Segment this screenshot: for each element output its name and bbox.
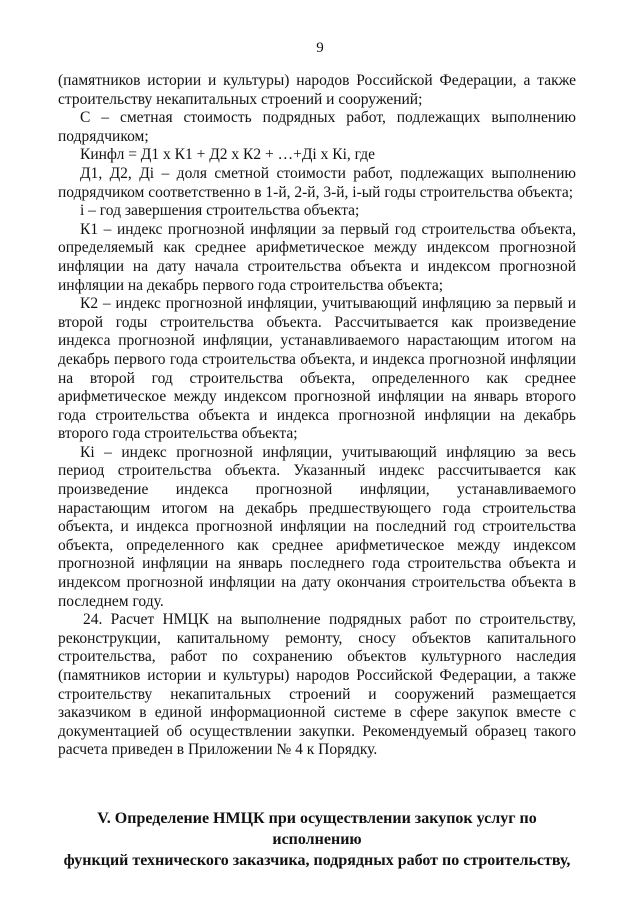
paragraph-6: К1 – индекс прогнозной инфляции за первый год строительства объекта, определяемый как среднее арифметическое между индексом прогнозной инфляции на дату начала строительства объекта и индексом прогнозной инфляции на декабрь первого года строительства объекта; [58, 220, 576, 294]
paragraph-5: i – год завершения строительства объекта; [80, 202, 360, 220]
page-number: 9 [316, 40, 324, 56]
section-heading [58, 808, 576, 871]
body-text [58, 72, 576, 760]
paragraph-8: Кi – индекс прогнозной инфляции, учитывающий инфляцию за весь период строительства объекта. Указанный индекс рассчитывается как произведение индекса прогнозной инфляции, устанавливаемого нарастающим итогом на декабрь предшествующего года строительства объекта, и индекса прогнозной инфляции на последний год строительства объекта, определенного как среднее арифметическое между индексом прогнозной инфляции на январь последнего года строительства объекта и индексом прогнозной инфляции на дату окончания строительства объекта в последнем году. [58, 443, 576, 610]
paragraph-1: (памятников истории и культуры) народов Российской Федерации, а также строительству некапитальных строений и сооружений; [58, 72, 576, 108]
paragraph-9: 24. Расчет НМЦК на выполнение подрядных работ по строительству, реконструкции, капитальному ремонту, сносу объектов капитального строительства, работ по сохранению объектов культурного наследия (памятников истории и культуры) народов Российской Федерации, а также строительству некапитальных строений и сооружений размещается заказчиком в единой информационной системе в сфере закупок вместе с документацией об осуществлении закупки. Рекомендуемый образец такого расчета приведен в Приложении № 4 к Порядку. [58, 611, 576, 759]
paragraph-7: К2 – индекс прогнозной инфляции, учитывающий инфляцию за первый и второй годы строительства объекта. Рассчитывается как произведение индекса прогнозной инфляции, устанавливаемого нарастающим итогом на декабрь первого года строительства объекта, и индекса прогнозной инфляции на второй год строительства объекта, определенного как среднее арифметическое между индексом прогнозной инфляции на январь второго года строительства объекта и индекса прогнозной инфляции на декабрь второго года строительства объекта; [58, 295, 576, 443]
formula-line: Кинфл = Д1 х К1 + Д2 х К2 + …+Дi х Кi, где [80, 146, 375, 164]
section-heading-line-1: V. Определение НМЦК при осуществлении закупок услуг по исполнению [97, 810, 537, 848]
paragraph-2: С – сметная стоимость подрядных работ, подлежащих выполнению подрядчиком; [58, 109, 576, 145]
paragraph-4: Д1, Д2, Дi – доля сметной стоимости работ, подлежащих выполнению подрядчиком соответственно в 1-й, 2-й, 3-й, i-ый годы строительства объекта; [58, 164, 576, 201]
section-heading-line-2: функций технического заказчика, подрядных работ по строительству, [63, 852, 571, 869]
